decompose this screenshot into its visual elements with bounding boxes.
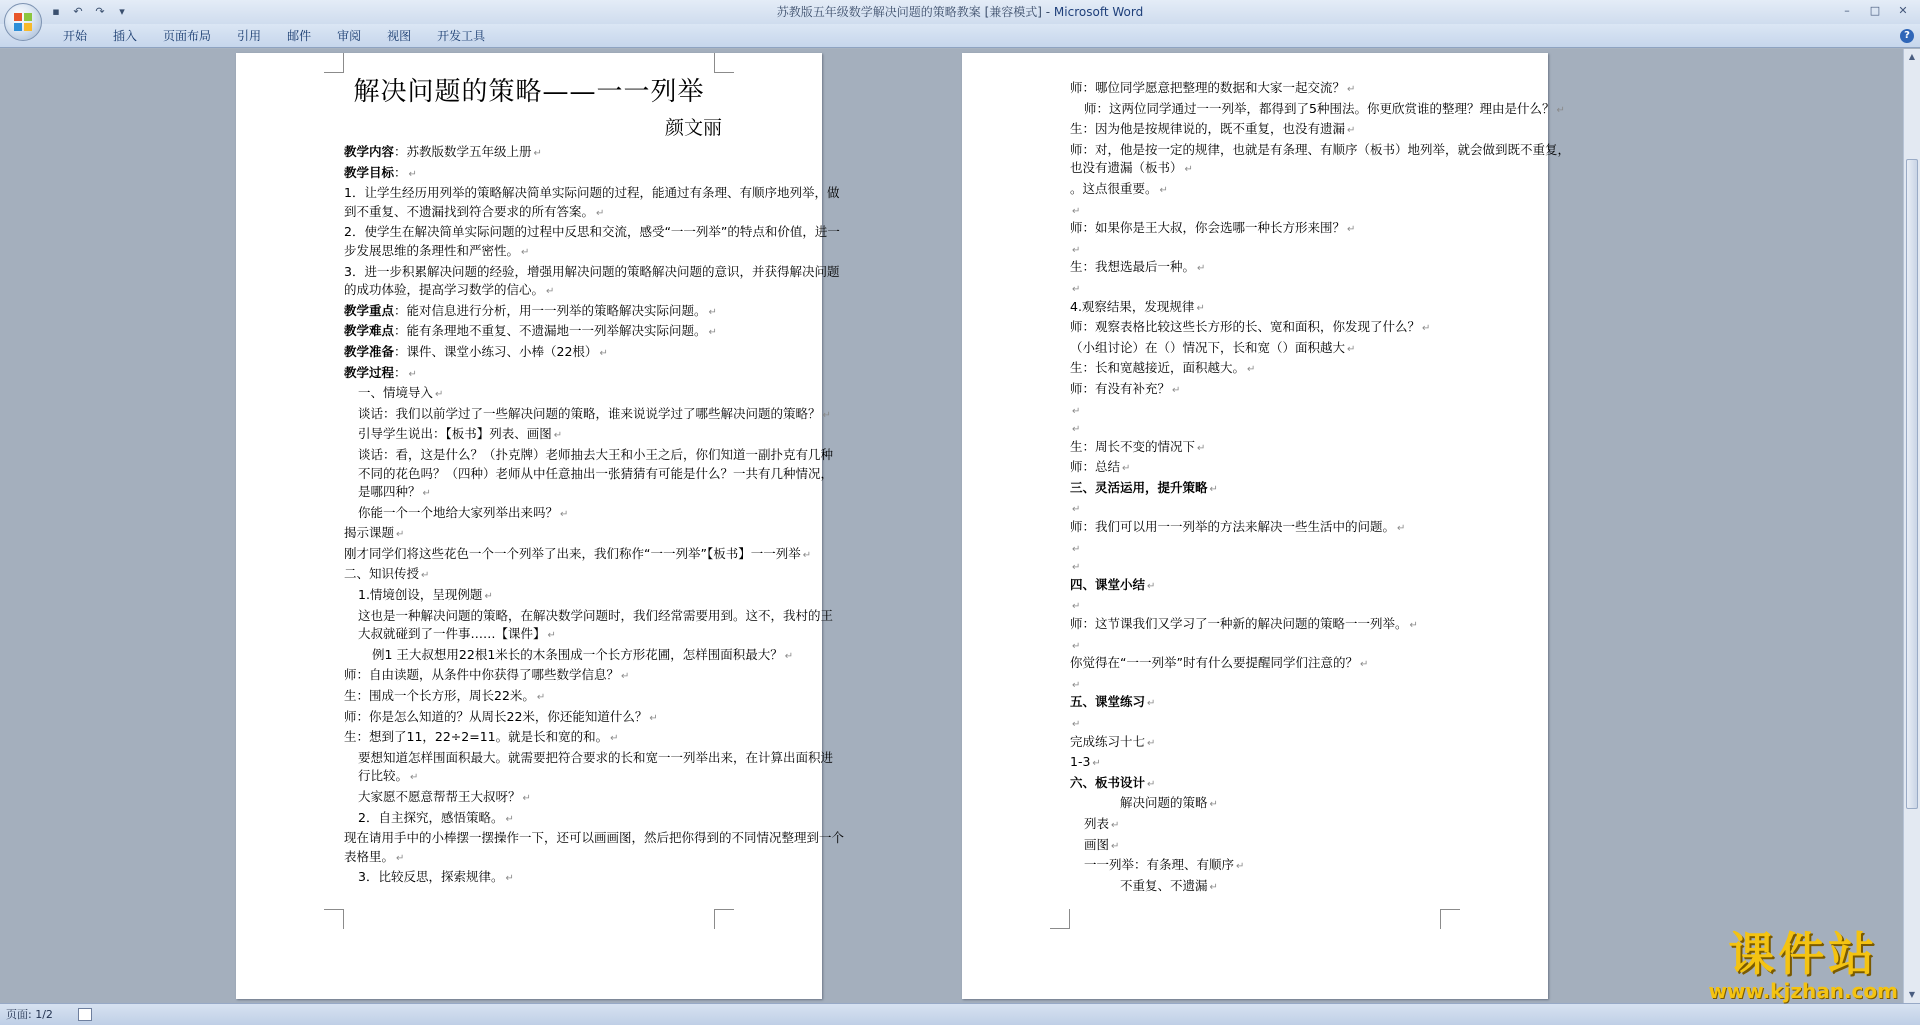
- paragraph-mark-icon: ↵: [410, 772, 419, 784]
- paragraph[interactable]: [1070, 774, 1570, 795]
- paragraph[interactable]: [1070, 675, 1570, 694]
- paragraph[interactable]: 师：如果你是王大叔，你会选哪一种长方形来围？ ↵: [1070, 220, 1356, 236]
- paragraph-mark-icon: ↵: [1072, 562, 1081, 574]
- margin-mark: [324, 909, 344, 929]
- bold-label: 教学重点: [344, 302, 395, 318]
- paragraph-mark-icon: ↵: [505, 813, 514, 825]
- bold-label: 教学目标: [344, 164, 395, 180]
- bold-label: 教学准备: [344, 343, 395, 359]
- paragraph[interactable]: 4.观察结果，发现规律 ↵: [1070, 298, 1205, 314]
- paragraph-mark-icon: ↵: [1072, 719, 1081, 730]
- window-title: [0, 0, 1920, 24]
- paragraph[interactable]: 大家愿不愿意帮帮王大叔呀？ ↵: [358, 789, 531, 804]
- paragraph[interactable]: 不重复、不遗漏 ↵: [1120, 877, 1218, 893]
- proofing-icon[interactable]: [78, 1008, 92, 1021]
- paragraph[interactable]: 你能一个一个地给大家列举出来吗？ ↵: [358, 504, 569, 520]
- redo-icon[interactable]: ↷: [95, 5, 105, 18]
- paragraph-mark-icon: ↵: [1209, 483, 1218, 495]
- paragraph[interactable]: 师：对，他是按一定的规律，也就是有条理、有顺序（板书）地列举，就会做到既不重复，也没有遗漏（板书） ↵: [1070, 141, 1570, 176]
- paragraph[interactable]: 生：想到了11，22÷2=11。就是长和宽的和。 ↵: [344, 729, 619, 745]
- paragraph[interactable]: 画图 ↵: [1084, 836, 1120, 852]
- margin-mark: [1050, 909, 1070, 929]
- paragraph[interactable]: [1070, 539, 1570, 558]
- paragraph-mark-icon: ↵: [1172, 384, 1181, 396]
- document-title-text: 苏教版五年级数学解决问题的策略教案 [兼容模式] -: [776, 5, 1054, 19]
- scroll-thumb[interactable]: [1906, 159, 1918, 809]
- page-2-body[interactable]: [1070, 79, 1570, 897]
- paragraph[interactable]: 师：你是怎么知道的？从周长22米，你还能知道什么？ ↵: [344, 708, 658, 724]
- paragraph[interactable]: 刚才同学们将这些花色一个一个列举了出来，我们称作“一一列举”【板书】一一列举 ↵: [344, 545, 812, 561]
- paragraph-mark-icon: ↵: [1072, 405, 1081, 417]
- paragraph[interactable]: 生：围成一个长方形，周长22米。 ↵: [344, 688, 546, 704]
- status-bar: [0, 1003, 1920, 1025]
- title-bar: [0, 0, 1920, 24]
- paragraph-mark-icon: ↵: [1072, 504, 1081, 516]
- paragraph-mark-icon: ↵: [1147, 778, 1156, 790]
- paragraph[interactable]: 一一列举：有条理、有顺序 ↵: [1084, 857, 1245, 873]
- paragraph[interactable]: [1070, 714, 1570, 733]
- bold-label: 五、课堂练习: [1070, 694, 1146, 710]
- paragraph-mark-icon: ↵: [422, 488, 431, 500]
- paragraph[interactable]: [1070, 576, 1570, 597]
- close-button[interactable]: ✕: [1898, 4, 1908, 17]
- paragraph-mark-icon: ↵: [484, 591, 493, 603]
- bold-label: 三、灵活运用，提升策略: [1070, 479, 1208, 495]
- paragraph[interactable]: 3．比较反思，探索规律。 ↵: [358, 869, 514, 885]
- bold-label: 四、课堂小结: [1070, 576, 1146, 592]
- ribbon-tab[interactable]: 开始: [63, 29, 88, 43]
- paragraph-mark-icon: ↵: [1347, 343, 1356, 355]
- paragraph-mark-icon: ↵: [708, 306, 717, 318]
- paragraph-mark-icon: ↵: [1072, 424, 1081, 436]
- ribbon-tab[interactable]: 引用: [237, 29, 262, 43]
- office-button[interactable]: [4, 3, 42, 41]
- paragraph[interactable]: 例1 王大叔想用22根1米长的木条围成一个长方形花圃，怎样围面积最大？ ↵: [372, 646, 794, 662]
- paragraph-mark-icon: ↵: [1209, 881, 1218, 893]
- paragraph-mark-icon: ↵: [1236, 861, 1245, 873]
- save-icon[interactable]: ▪: [52, 5, 60, 18]
- paragraph-mark-icon: ↵: [1111, 819, 1120, 831]
- paragraph-mark-icon: ↵: [1072, 679, 1081, 691]
- watermark: [1708, 928, 1898, 1002]
- paragraph-mark-icon: ↵: [1072, 205, 1081, 217]
- paragraph[interactable]: 谈话：我们以前学过了一些解决问题的策略，谁来说说学过了哪些解决问题的策略？ ↵: [358, 405, 831, 421]
- page-count[interactable]: 页面: 1/2: [6, 1008, 53, 1021]
- paragraph[interactable]: [1070, 499, 1570, 518]
- paragraph[interactable]: 师：总结 ↵: [1070, 459, 1131, 475]
- undo-icon[interactable]: ↶: [73, 5, 83, 18]
- document-area[interactable]: [0, 49, 1903, 1003]
- paragraph-mark-icon: ↵: [408, 168, 417, 180]
- paragraph-mark-icon: ↵: [1347, 125, 1356, 137]
- paragraph[interactable]: [1070, 419, 1570, 438]
- paragraph-mark-icon: ↵: [396, 529, 405, 541]
- paragraph-mark-icon: ↵: [522, 793, 531, 804]
- paragraph-mark-icon: ↵: [521, 246, 530, 258]
- help-icon[interactable]: ?: [1900, 29, 1914, 43]
- ribbon-tabs: [50, 24, 498, 48]
- paragraph[interactable]: 生：长和宽越接近，面积越大。 ↵: [1070, 360, 1256, 376]
- watermark-url: www.kjzhan.com: [1708, 979, 1898, 1003]
- paragraph[interactable]: 1．让学生经历用列举的策略解决简单实际问题的过程，能通过有条理、有顺序地列举，做到不重复、不遗漏找到符合要求的所有答案。 ↵: [344, 185, 840, 219]
- quick-access-toolbar: [48, 3, 130, 21]
- ribbon-tab[interactable]: 视图: [387, 29, 412, 43]
- window-controls: [1834, 2, 1916, 19]
- paragraph-mark-icon: ↵: [1159, 184, 1168, 196]
- paragraph[interactable]: [1070, 240, 1570, 259]
- paragraph-mark-icon: ↵: [1072, 640, 1081, 652]
- paragraph[interactable]: [1070, 557, 1570, 576]
- paragraph-mark-icon: ↵: [421, 570, 430, 582]
- margin-mark: [324, 53, 344, 73]
- paragraph-mark-icon: ↵: [435, 389, 444, 401]
- paragraph-mark-icon: ↵: [1397, 523, 1406, 535]
- paragraph[interactable]: [1070, 401, 1570, 420]
- paragraph-mark-icon: ↵: [1111, 840, 1120, 852]
- paragraph-mark-icon: ↵: [1184, 164, 1193, 176]
- paragraph-mark-icon: ↵: [649, 712, 658, 724]
- paragraph-mark-icon: ↵: [1197, 442, 1206, 454]
- margin-mark: [1440, 909, 1460, 929]
- paragraph-mark-icon: ↵: [1347, 84, 1356, 95]
- paragraph[interactable]: 二、知识传授 ↵: [344, 566, 430, 582]
- paragraph-mark-icon: ↵: [547, 630, 556, 642]
- paragraph-mark-icon: ↵: [1147, 737, 1156, 749]
- paragraph-mark-icon: ↵: [708, 327, 717, 339]
- paragraph-mark-icon: ↵: [396, 852, 405, 864]
- restore-button[interactable]: □: [1869, 4, 1881, 17]
- paragraph[interactable]: 2．使学生在解决简单实际问题的过程中反思和交流，感受“一一列举”的特点和价值，进一步发展思维的条理性和严密性。 ↵: [344, 224, 840, 258]
- paragraph-mark-icon: ↵: [596, 207, 605, 219]
- paragraph[interactable]: 3．进一步积累解决问题的经验，增强用解决问题的策略解决问题的意识，并获得解决问题的成功体验，提高学习数学的信心。 ↵: [344, 263, 840, 298]
- paragraph-mark-icon: ↵: [1147, 698, 1156, 710]
- paragraph-mark-icon: ↵: [610, 733, 619, 745]
- paragraph-mark-icon: ↵: [505, 873, 514, 885]
- page-2[interactable]: [962, 53, 1570, 999]
- paragraph[interactable]: 你觉得在“一一列举”时有什么要提醒同学们注意的？ ↵: [1070, 655, 1369, 671]
- paragraph[interactable]: 要想知道怎样围面积最大。就需要把符合要求的长和宽一一列举出来，在计算出面积进行比较。 ↵: [358, 749, 834, 784]
- paragraph-mark-icon: ↵: [1092, 758, 1101, 770]
- paragraph-mark-icon: ↵: [599, 347, 608, 359]
- ribbon-tab[interactable]: 审阅: [337, 29, 362, 43]
- paragraph-mark-icon: ↵: [1197, 263, 1206, 275]
- paragraph[interactable]: 揭示课题 ↵: [344, 525, 405, 541]
- paragraph-mark-icon: ↵: [1196, 302, 1205, 314]
- vertical-scrollbar[interactable]: [1903, 49, 1920, 1003]
- paragraph[interactable]: 2．自主探究，感悟策略。 ↵: [358, 809, 514, 825]
- paragraph[interactable]: 教学过程： ↵: [344, 364, 417, 380]
- scroll-up-arrow-icon[interactable]: ▲: [1908, 52, 1916, 61]
- watermark-text: 课件站: [1728, 927, 1879, 981]
- margin-mark: [714, 53, 734, 73]
- paragraph-mark-icon: ↵: [1072, 601, 1081, 613]
- paragraph[interactable]: [1070, 636, 1570, 655]
- paragraph[interactable]: （小组讨论）在（）情况下，长和宽（）面积越大 ↵: [1070, 339, 1356, 355]
- paragraph[interactable]: 师：这节课我们又学习了一种新的解决问题的策略一一列举。 ↵: [1070, 616, 1418, 632]
- paragraph-mark-icon: ↵: [621, 671, 630, 683]
- paragraph[interactable]: [1070, 201, 1570, 220]
- ribbon-tab[interactable]: 开发工具: [437, 29, 486, 43]
- scroll-down-arrow-icon[interactable]: ▼: [1908, 990, 1916, 999]
- paragraph-mark-icon: ↵: [1422, 323, 1431, 335]
- paragraph[interactable]: 师：这两位同学通过一一列举，都得到了5种围法。你更欣赏谁的整理？理由是什么？ ↵: [1084, 100, 1565, 116]
- paragraph[interactable]: 师：观察表格比较这些长方形的长、宽和面积，你发现了什么？ ↵: [1070, 319, 1431, 335]
- ribbon-tab[interactable]: 邮件: [287, 29, 312, 43]
- paragraph-mark-icon: ↵: [408, 368, 417, 380]
- customize-icon[interactable]: ▾: [119, 5, 125, 18]
- bold-label: 六、板书设计: [1070, 774, 1146, 790]
- paragraph-mark-icon: ↵: [1072, 244, 1081, 256]
- bold-label: 教学过程: [344, 364, 395, 380]
- paragraph-mark-icon: ↵: [560, 508, 569, 520]
- page-1-body[interactable]: [344, 143, 844, 889]
- paragraph[interactable]: 教学内容：苏教版数学五年级上册 ↵: [344, 144, 542, 159]
- paragraph[interactable]: 生：周长不变的情况下 ↵: [1070, 438, 1206, 454]
- paragraph[interactable]: 生：因为他是按规律说的，既不重复，也没有遗漏 ↵: [1070, 121, 1356, 137]
- paragraph[interactable]: 师：自由读题，从条件中你获得了哪些数学信息？ ↵: [344, 667, 630, 683]
- paragraph[interactable]: 师：哪位同学愿意把整理的数据和大家一起交流？ ↵: [1070, 80, 1356, 95]
- paragraph[interactable]: [1070, 479, 1570, 500]
- paragraph-mark-icon: ↵: [1147, 580, 1156, 592]
- paragraph[interactable]: 这也是一种解决问题的策略，在解决数学问题时，我们经常需要用到。这不，我村的王大叔就碰到了一件事……【课件】 ↵: [358, 607, 834, 642]
- document-author: 颜文丽: [664, 117, 722, 139]
- paragraph[interactable]: 1.情境创设，呈现例题 ↵: [358, 587, 493, 603]
- paragraph[interactable]: 教学难点：能有条理地不重复、不遗漏地一一列举解决实际问题。 ↵: [344, 323, 717, 339]
- paragraph[interactable]: 现在请用手中的小棒摆一摆操作一下，还可以画画图，然后把你得到的不同情况整理到一个表格里。 ↵: [344, 830, 844, 864]
- paragraph-mark-icon: ↵: [536, 692, 546, 704]
- paragraph-mark-icon: ↵: [1209, 799, 1218, 811]
- paragraph[interactable]: 教学目标： ↵: [344, 164, 417, 180]
- paragraph[interactable]: [1070, 596, 1570, 615]
- margin-mark: [714, 909, 734, 929]
- paragraph-mark-icon: ↵: [1247, 364, 1256, 376]
- ribbon-tab[interactable]: 页面布局: [163, 29, 212, 43]
- paragraph[interactable]: 教学准备：课件、课堂小练习、小棒（22根） ↵: [344, 343, 608, 359]
- app-name: Microsoft Word: [1053, 5, 1144, 19]
- paragraph-mark-icon: ↵: [553, 430, 563, 442]
- paragraph[interactable]: 师：有没有补充？ ↵: [1070, 380, 1181, 396]
- paragraph[interactable]: 生：我想选最后一种。 ↵: [1070, 259, 1206, 275]
- paragraph-mark-icon: ↵: [1409, 620, 1418, 632]
- paragraph-mark-icon: ↵: [1359, 659, 1369, 671]
- paragraph-mark-icon: ↵: [784, 650, 794, 662]
- paragraph-mark-icon: ↵: [802, 549, 812, 561]
- paragraph[interactable]: 完成练习十七 ↵: [1070, 733, 1156, 749]
- paragraph[interactable]: 引导学生说出：【板书】列表、画图 ↵: [358, 426, 563, 442]
- page-1[interactable]: [236, 53, 844, 999]
- paragraph-mark-icon: ↵: [1072, 543, 1081, 555]
- paragraph-mark-icon: ↵: [1122, 463, 1131, 475]
- paragraph-mark-icon: ↵: [1072, 283, 1081, 295]
- paragraph-mark-icon: ↵: [533, 148, 542, 159]
- paragraph[interactable]: 1-3 ↵: [1070, 754, 1101, 770]
- ribbon: [0, 24, 1920, 48]
- paragraph[interactable]: 教学重点：能对信息进行分析，用一一列举的策略解决实际问题。 ↵: [344, 302, 717, 318]
- paragraph[interactable]: 列表 ↵: [1084, 815, 1120, 831]
- paragraph-mark-icon: ↵: [546, 286, 555, 298]
- bold-label: 教学难点: [344, 323, 395, 339]
- paragraph-mark-icon: ↵: [1556, 104, 1565, 116]
- paragraph-mark-icon: ↵: [1347, 224, 1356, 236]
- minimize-button[interactable]: –: [1844, 4, 1850, 17]
- ribbon-tab[interactable]: 插入: [113, 29, 138, 43]
- paragraph[interactable]: [1070, 693, 1570, 714]
- paragraph[interactable]: 一、情境导入 ↵: [358, 385, 444, 401]
- paragraph[interactable]: 师：我们可以用一一列举的方法来解决一些生活中的问题。 ↵: [1070, 519, 1406, 535]
- document-heading: 解决问题的策略——一一列举: [353, 77, 705, 107]
- paragraph[interactable]: [1070, 279, 1570, 298]
- bold-label: 教学内容: [344, 144, 395, 159]
- paragraph[interactable]: 。这点很重要。 ↵: [1070, 180, 1168, 196]
- paragraph[interactable]: 谈话：看，这是什么？（扑克牌）老师抽去大王和小王之后，你们知道一副扑克有几种不同的花色吗？（四种）老师从中任意抽出一张猜猜有可能是什么？一共有几种情况，是哪四种？ ↵: [358, 446, 834, 500]
- paragraph-mark-icon: ↵: [822, 409, 831, 421]
- paragraph[interactable]: 解决问题的策略 ↵: [1120, 795, 1218, 811]
- office-logo-icon: [14, 13, 33, 32]
